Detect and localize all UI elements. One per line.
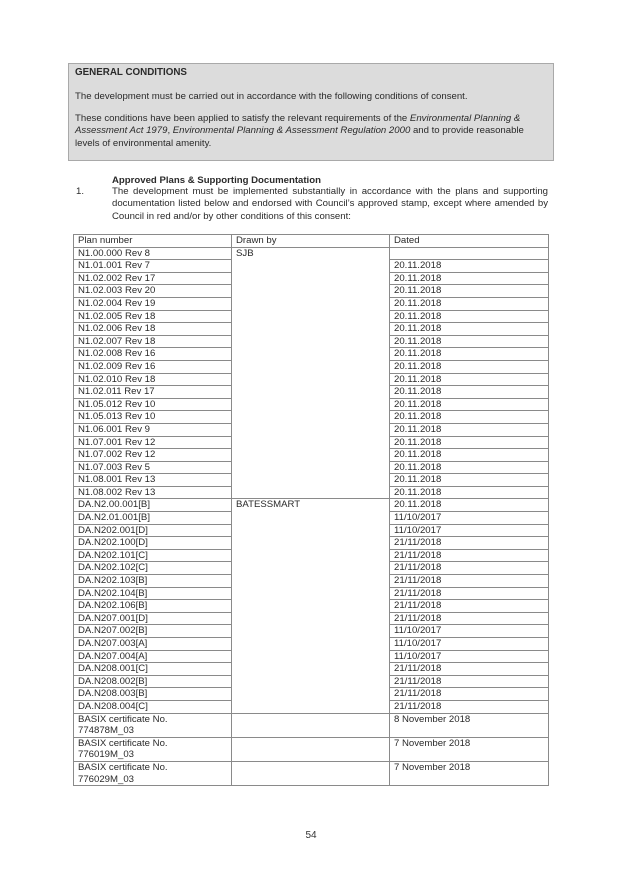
table-row — [74, 461, 549, 474]
table-row — [74, 486, 549, 499]
drawn-by-cell — [232, 449, 390, 462]
dated-cell: 11/10/2017 — [390, 638, 549, 651]
drawn-by-cell — [232, 310, 390, 323]
table-row — [74, 650, 549, 663]
dated-cell: 11/10/2017 — [390, 512, 549, 525]
plan-number-cell: N1.05.013 Rev 10 — [74, 411, 232, 424]
drawn-by-cell — [232, 436, 390, 449]
plan-number-cell: N1.08.001 Rev 13 — [74, 474, 232, 487]
plan-number-cell: N1.02.004 Rev 19 — [74, 297, 232, 310]
table-header-row — [74, 235, 549, 248]
table-row — [74, 675, 549, 688]
dated-cell: 20.11.2018 — [390, 486, 549, 499]
table-row — [74, 562, 549, 575]
plan-number-cell: DA.N208.001[C] — [74, 663, 232, 676]
table-row — [74, 638, 549, 651]
drawn-by-cell — [232, 737, 390, 761]
plan-number-cell: N1.02.010 Rev 18 — [74, 373, 232, 386]
table-row — [74, 297, 549, 310]
drawn-by-cell — [232, 348, 390, 361]
plan-number-cell: N1.02.002 Rev 17 — [74, 272, 232, 285]
basix-label: BASIX certificate No. — [78, 762, 168, 774]
plan-number-cell: DA.N202.100[D] — [74, 537, 232, 550]
table-row — [74, 700, 549, 713]
drawn-by-cell — [232, 549, 390, 562]
plan-number-cell: N1.02.007 Rev 18 — [74, 335, 232, 348]
dated-cell: 11/10/2017 — [390, 625, 549, 638]
plan-number-cell — [74, 713, 232, 737]
drawn-by-cell: BATESSMART — [232, 499, 390, 512]
drawn-by-cell — [232, 386, 390, 399]
drawn-by-cell — [232, 272, 390, 285]
table-row — [74, 360, 549, 373]
table-row — [74, 285, 549, 298]
plan-number-cell — [74, 737, 232, 761]
plan-number-cell: DA.N202.102[C] — [74, 562, 232, 575]
dated-cell: 20.11.2018 — [390, 310, 549, 323]
table-row — [74, 600, 549, 613]
table-row — [74, 272, 549, 285]
table-row — [74, 260, 549, 273]
drawn-by-cell — [232, 423, 390, 436]
drawn-by-cell — [232, 587, 390, 600]
plan-number-cell: N1.06.001 Rev 9 — [74, 423, 232, 436]
dated-cell: 21/11/2018 — [390, 562, 549, 575]
dated-cell: 20.11.2018 — [390, 461, 549, 474]
drawn-by-cell — [232, 612, 390, 625]
table-row — [74, 762, 549, 786]
plan-number-cell: DA.N207.001[D] — [74, 612, 232, 625]
basix-label: BASIX certificate No. — [78, 713, 168, 725]
table-row — [74, 348, 549, 361]
plan-number-cell: N1.02.005 Rev 18 — [74, 310, 232, 323]
dated-cell: 20.11.2018 — [390, 272, 549, 285]
para2-text-a: These conditions have been applied to satisfy the relevant requirements of the — [75, 112, 410, 124]
drawn-by-cell — [232, 675, 390, 688]
drawn-by-cell — [232, 474, 390, 487]
basix-number: 774878M_03 — [78, 725, 135, 737]
drawn-by-cell — [232, 700, 390, 713]
dated-cell: 20.11.2018 — [390, 411, 549, 424]
general-conditions-box — [68, 63, 554, 161]
table-row — [74, 737, 549, 761]
table-row — [74, 549, 549, 562]
plan-number-cell: DA.N207.004[A] — [74, 650, 232, 663]
table-row — [74, 398, 549, 411]
drawn-by-cell — [232, 562, 390, 575]
table-row — [74, 663, 549, 676]
dated-cell: 11/10/2017 — [390, 524, 549, 537]
general-conditions-paragraph-2 — [75, 113, 547, 150]
drawn-by-cell — [232, 486, 390, 499]
condition-number: 1. — [76, 186, 85, 197]
plan-number-cell: DA.N202.104[B] — [74, 587, 232, 600]
plan-number-cell: DA.N2.00.001[B] — [74, 499, 232, 512]
table-row — [74, 323, 549, 336]
dated-cell: 21/11/2018 — [390, 700, 549, 713]
table-row — [74, 386, 549, 399]
drawn-by-cell — [232, 713, 390, 737]
plan-number-cell: N1.02.009 Rev 16 — [74, 360, 232, 373]
plan-number-cell — [74, 762, 232, 786]
plan-number-cell: DA.N202.101[C] — [74, 549, 232, 562]
drawn-by-cell — [232, 688, 390, 701]
condition-heading: Approved Plans & Supporting Documentation — [112, 175, 321, 186]
para2-text-e: and to provide reasonable levels of environmental amenity. — [75, 125, 524, 149]
plan-number-cell: N1.05.012 Rev 10 — [74, 398, 232, 411]
drawn-by-cell: SJB — [232, 247, 390, 260]
dated-cell: 21/11/2018 — [390, 600, 549, 613]
table-row — [74, 335, 549, 348]
dated-cell: 20.11.2018 — [390, 474, 549, 487]
drawn-by-cell — [232, 650, 390, 663]
dated-cell: 20.11.2018 — [390, 373, 549, 386]
header-plan-number: Plan number — [74, 235, 232, 248]
table-row — [74, 625, 549, 638]
drawn-by-cell — [232, 575, 390, 588]
table-row — [74, 537, 549, 550]
drawn-by-cell — [232, 461, 390, 474]
table-row — [74, 474, 549, 487]
table-row — [74, 575, 549, 588]
condition-text: The development must be implemented substantially in accordance with the plans and supporting documentation listed below and endorsed with Council’s approved stamp, except where amended by Council in red and/or by other conditions of this consent: — [112, 186, 548, 222]
plan-number-cell: DA.N208.004[C] — [74, 700, 232, 713]
dated-cell: 20.11.2018 — [390, 323, 549, 336]
dated-cell: 21/11/2018 — [390, 587, 549, 600]
dated-cell: 20.11.2018 — [390, 285, 549, 298]
drawn-by-cell — [232, 335, 390, 348]
dated-cell: 20.11.2018 — [390, 449, 549, 462]
dated-cell: 21/11/2018 — [390, 688, 549, 701]
dated-cell: 11/10/2017 — [390, 650, 549, 663]
drawn-by-cell — [232, 663, 390, 676]
table-row — [74, 449, 549, 462]
para2-regulation-title: Environmental Planning & Assessment Regulation 2000 — [172, 125, 411, 137]
plan-number-cell: N1.02.006 Rev 18 — [74, 323, 232, 336]
table-row — [74, 713, 549, 737]
drawn-by-cell — [232, 398, 390, 411]
table-row — [74, 524, 549, 537]
drawn-by-cell — [232, 260, 390, 273]
plan-number-cell: N1.00.000 Rev 8 — [74, 247, 232, 260]
page-number: 54 — [305, 830, 317, 841]
drawn-by-cell — [232, 411, 390, 424]
general-conditions-title: GENERAL CONDITIONS — [75, 67, 187, 78]
plan-number-cell: N1.07.002 Rev 12 — [74, 449, 232, 462]
table-row — [74, 512, 549, 525]
drawn-by-cell — [232, 537, 390, 550]
drawn-by-cell — [232, 638, 390, 651]
plan-number-cell: N1.07.001 Rev 12 — [74, 436, 232, 449]
approved-plans-table — [73, 234, 549, 786]
plan-number-cell: N1.07.003 Rev 5 — [74, 461, 232, 474]
plan-number-cell: N1.01.001 Rev 7 — [74, 260, 232, 273]
para2-act-title: Environmental Planning & Assessment Act 1979 — [75, 112, 521, 137]
table-row — [74, 411, 549, 424]
dated-cell: 8 November 2018 — [390, 713, 549, 737]
para2-text-c: , — [167, 125, 173, 137]
plan-number-cell: DA.N202.106[B] — [74, 600, 232, 613]
dated-cell: 21/11/2018 — [390, 612, 549, 625]
plan-number-cell: N1.02.008 Rev 16 — [74, 348, 232, 361]
basix-number: 776029M_03 — [78, 773, 135, 785]
drawn-by-cell — [232, 512, 390, 525]
table-row — [74, 587, 549, 600]
plan-number-cell: N1.02.011 Rev 17 — [74, 386, 232, 399]
plan-number-cell: DA.N208.002[B] — [74, 675, 232, 688]
dated-cell — [390, 247, 549, 260]
dated-cell: 20.11.2018 — [390, 423, 549, 436]
basix-label: BASIX certificate No. — [78, 737, 168, 749]
plan-number-cell: DA.N207.002[B] — [74, 625, 232, 638]
plan-number-cell: DA.N208.003[B] — [74, 688, 232, 701]
plan-number-cell: N1.02.003 Rev 20 — [74, 285, 232, 298]
drawn-by-cell — [232, 600, 390, 613]
table-row — [74, 499, 549, 512]
drawn-by-cell — [232, 285, 390, 298]
dated-cell: 7 November 2018 — [390, 762, 549, 786]
table-row — [74, 436, 549, 449]
table-row — [74, 688, 549, 701]
dated-cell: 20.11.2018 — [390, 335, 549, 348]
header-drawn-by: Drawn by — [232, 235, 390, 248]
table-body — [74, 247, 549, 786]
dated-cell: 21/11/2018 — [390, 537, 549, 550]
table-row — [74, 373, 549, 386]
drawn-by-cell — [232, 625, 390, 638]
dated-cell: 20.11.2018 — [390, 297, 549, 310]
general-conditions-paragraph-1: The development must be carried out in accordance with the following conditions of consent. — [75, 91, 468, 103]
dated-cell: 20.11.2018 — [390, 360, 549, 373]
dated-cell: 20.11.2018 — [390, 386, 549, 399]
drawn-by-cell — [232, 323, 390, 336]
dated-cell: 21/11/2018 — [390, 549, 549, 562]
dated-cell: 20.11.2018 — [390, 499, 549, 512]
drawn-by-cell — [232, 524, 390, 537]
dated-cell: 20.11.2018 — [390, 348, 549, 361]
dated-cell: 20.11.2018 — [390, 398, 549, 411]
table-row — [74, 310, 549, 323]
dated-cell: 21/11/2018 — [390, 575, 549, 588]
plan-number-cell: DA.N202.001[D] — [74, 524, 232, 537]
dated-cell: 7 November 2018 — [390, 737, 549, 761]
table-row — [74, 247, 549, 260]
dated-cell: 20.11.2018 — [390, 436, 549, 449]
drawn-by-cell — [232, 762, 390, 786]
plan-number-cell: DA.N202.103[B] — [74, 575, 232, 588]
dated-cell: 21/11/2018 — [390, 675, 549, 688]
plan-number-cell: DA.N207.003[A] — [74, 638, 232, 651]
drawn-by-cell — [232, 373, 390, 386]
drawn-by-cell — [232, 297, 390, 310]
plan-number-cell: N1.08.002 Rev 13 — [74, 486, 232, 499]
table-row — [74, 612, 549, 625]
plan-number-cell: DA.N2.01.001[B] — [74, 512, 232, 525]
basix-number: 776019M_03 — [78, 749, 135, 761]
drawn-by-cell — [232, 360, 390, 373]
header-dated: Dated — [390, 235, 549, 248]
dated-cell: 20.11.2018 — [390, 260, 549, 273]
table-row — [74, 423, 549, 436]
dated-cell: 21/11/2018 — [390, 663, 549, 676]
